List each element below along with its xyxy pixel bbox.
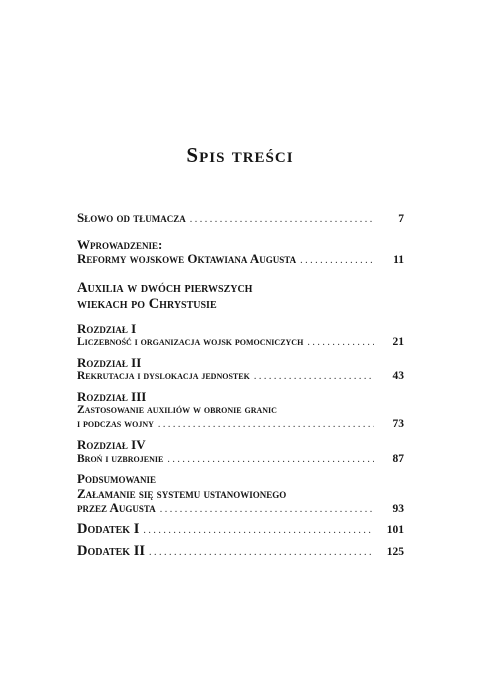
toc-entry [77, 418, 404, 434]
page-title: Spis treści [186, 143, 294, 167]
toc-entry-text: Liczebność i organizacja wojsk pomocniczych [77, 336, 304, 348]
toc-entry-text: Rozdział IV [77, 437, 146, 452]
toc-page-number: 73 [392, 418, 404, 430]
toc-entry-text: Rekrutacja i dyslokacja jednostek [77, 370, 250, 382]
toc-entry-text: Zastosowanie auxiliów w obronie granic [77, 404, 277, 416]
dot-leader [149, 547, 374, 558]
toc-entry-text: Wprowadzenie: [77, 237, 163, 252]
toc-entry [77, 370, 404, 386]
toc-entry [77, 389, 404, 405]
toc-entry [77, 296, 404, 312]
toc-entry [77, 355, 404, 371]
dot-leader [167, 454, 374, 465]
dot-leader [254, 371, 374, 382]
dot-leader [158, 419, 374, 430]
toc-page-number: 21 [392, 336, 404, 348]
toc-entry [77, 280, 404, 296]
toc-entry [77, 471, 404, 487]
toc-page-number: 11 [393, 254, 404, 266]
toc-entry-text: Rozdział II [77, 355, 142, 370]
toc-entry-text: przez Augusta [77, 500, 156, 515]
toc-entry-text: Podsumowanie [77, 471, 156, 486]
toc-page-number: 87 [392, 453, 404, 465]
toc-entry-text: Załamanie się systemu ustanowionego [77, 486, 287, 501]
toc-page-number: 93 [392, 503, 404, 515]
dot-leader [190, 214, 374, 225]
toc-entry-text: Broń i uzbrojenie [77, 453, 164, 465]
toc-entry [77, 521, 404, 537]
dot-leader [143, 525, 374, 536]
toc-entry-text: Słowo od tłumacza [77, 210, 186, 225]
toc-entry-text: Rozdział I [77, 321, 137, 336]
toc-entry-text: wiekach po Chrystusie [77, 296, 217, 312]
dot-leader [300, 255, 374, 266]
toc-page-number: 125 [386, 546, 404, 558]
toc-entry-text: i podczas wojny [77, 418, 154, 430]
toc-entry [77, 251, 404, 267]
dot-leader [307, 337, 374, 348]
toc-entry [77, 437, 404, 453]
toc-entry [77, 500, 404, 516]
toc-entry-text: Reformy wojskowe Oktawiana Augusta [77, 251, 297, 266]
toc-entry [77, 210, 404, 226]
toc-page-number: 7 [398, 213, 404, 225]
toc-entry-text: Dodatek II [77, 543, 145, 559]
toc-entry [77, 543, 404, 559]
toc-entry [77, 336, 404, 352]
dot-leader [160, 504, 374, 515]
toc-entry-text: Dodatek I [77, 521, 140, 537]
toc-page-number: 43 [392, 370, 404, 382]
toc-entry [77, 453, 404, 469]
toc-entry-text: Auxilia w dwóch pierwszych [77, 280, 253, 296]
toc-page-number: 101 [386, 524, 404, 536]
toc-entry-text: Rozdział III [77, 389, 147, 404]
toc-entry [77, 321, 404, 337]
